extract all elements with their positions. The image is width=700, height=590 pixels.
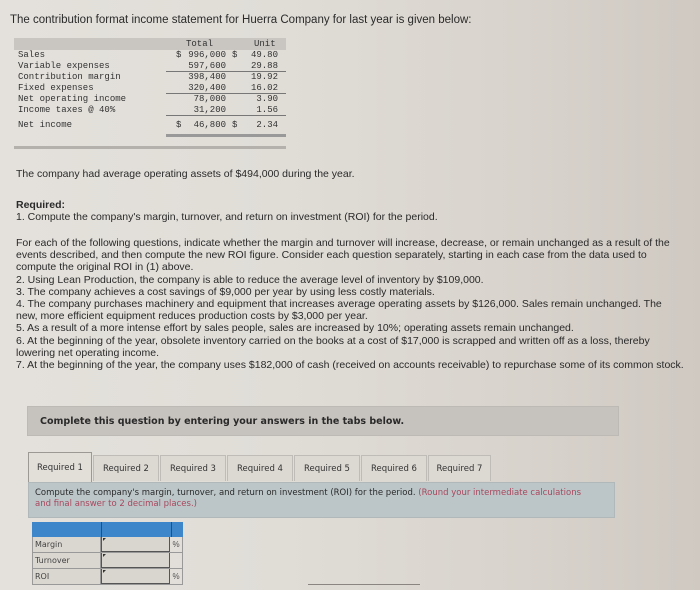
intro-text: The contribution format income statement for Huerra Company for last year is given below: xyxy=(10,14,472,26)
question-2: 2. Using Lean Production, the company is able to reduce the average level of inventory by $109,000. xyxy=(16,273,484,286)
table-bottom-border xyxy=(14,146,286,149)
assets-text: The company had average operating assets of $494,000 during the year. xyxy=(16,168,355,180)
statement-row-fixed-expenses xyxy=(14,83,286,94)
row-label: Contribution margin xyxy=(18,72,121,82)
row-label: Net operating income xyxy=(18,94,127,104)
row-label: Sales xyxy=(18,50,46,60)
question-3: 3. The company achieves a cost savings of $9,000 per year by using less costly materials. xyxy=(16,285,435,298)
header-cell xyxy=(32,522,102,537)
unit-value: 2.34 xyxy=(256,120,278,130)
answer-row-turnover xyxy=(32,553,183,569)
income-statement-table xyxy=(14,38,286,130)
unit-value: 19.92 xyxy=(250,72,278,82)
margin-input[interactable] xyxy=(101,537,171,552)
tab-required-4[interactable]: Required 4 xyxy=(227,455,293,481)
percent-unit: % xyxy=(170,569,183,584)
row-label: Fixed expenses xyxy=(18,82,94,93)
required-heading: Required: xyxy=(16,199,66,211)
prompt-text: Compute the company's margin, turnover, and return on investment (ROI) for the period. xyxy=(35,488,416,498)
statement-row-variable-expenses xyxy=(14,61,286,72)
total-value: 996,000 xyxy=(188,50,226,60)
questions-section xyxy=(16,237,686,371)
turnover-label: Turnover xyxy=(32,553,101,568)
answer-row-margin xyxy=(32,537,183,553)
header-unit: Unit xyxy=(254,39,276,49)
total-value: 597,600 xyxy=(188,60,226,71)
dollar-sign: $ xyxy=(232,120,238,130)
dollar-sign: $ xyxy=(176,120,182,130)
prompt-box xyxy=(28,482,615,518)
total-value: 78,000 xyxy=(193,94,226,104)
divider xyxy=(166,115,286,116)
required-item-1: 1. Compute the company's margin, turnover, and return on investment (ROI) for the period. xyxy=(16,211,438,224)
question-4: 4. The company purchases machinery and equipment that increases average operating assets by $126,000. Sales remain unchanged. The new, more efficient equipment reduces production costs by $3,000 per year. xyxy=(16,298,662,323)
unit-value: 1.56 xyxy=(256,104,278,115)
tab-required-3[interactable]: Required 3 xyxy=(160,455,226,481)
tab-required-7[interactable]: Required 7 xyxy=(428,455,491,481)
tab-required-1[interactable]: Required 1 xyxy=(28,452,92,482)
header-total: Total xyxy=(186,39,214,49)
answer-row-roi xyxy=(32,569,183,585)
required-section xyxy=(16,199,438,223)
header-cell xyxy=(172,522,183,537)
dollar-sign: $ xyxy=(176,50,182,60)
statement-row-net-income xyxy=(14,118,286,130)
statement-row-net-operating-income xyxy=(14,94,286,105)
total-value: 398,400 xyxy=(188,72,226,82)
unit-cell xyxy=(170,553,183,568)
question-5: 5. As a result of a more intense effort by sales people, sales are increased by 10%; operating assets remain unchanged. xyxy=(16,322,574,335)
instruction-text: Complete this question by entering your answers in the tabs below. xyxy=(40,416,405,427)
required-tabs xyxy=(28,452,492,482)
turnover-input[interactable] xyxy=(101,553,171,568)
divider xyxy=(308,584,420,585)
unit-value: 29.88 xyxy=(250,60,278,71)
question-6: 6. At the beginning of the year, obsolete inventory carried on the books at a cost of $17,000 is scrapped and written off as a loss, thereby lowering net operating income. xyxy=(16,334,650,359)
roi-input[interactable] xyxy=(101,569,171,584)
row-label: Net income xyxy=(18,120,73,130)
unit-value: 49.80 xyxy=(250,50,278,60)
tab-required-2[interactable]: Required 2 xyxy=(93,455,159,481)
row-label: Variable expenses xyxy=(18,60,110,71)
instruction-box xyxy=(27,406,619,436)
tab-required-5[interactable]: Required 5 xyxy=(294,455,360,481)
statement-row-sales xyxy=(14,50,286,61)
double-underline xyxy=(166,134,286,137)
total-value: 320,400 xyxy=(188,82,226,93)
dollar-sign: $ xyxy=(232,50,238,60)
question-7: 7. At the beginning of the year, the company uses $182,000 of cash (received on accounts receivable) to repurchase some of its common stock. xyxy=(16,359,684,372)
margin-label: Margin xyxy=(32,537,101,552)
percent-unit: % xyxy=(170,537,183,552)
row-label: Income taxes @ 40% xyxy=(18,104,116,115)
prompt-rounding-note: (Round your intermediate calculations and final answer to 2 decimal places.) xyxy=(35,488,582,509)
unit-value: 16.02 xyxy=(250,82,278,93)
unit-value: 3.90 xyxy=(256,94,278,104)
total-value: 46,800 xyxy=(193,120,226,130)
answer-table xyxy=(32,522,183,585)
header-cell xyxy=(102,522,172,537)
statement-row-contribution-margin xyxy=(14,72,286,83)
total-value: 31,200 xyxy=(193,104,226,115)
answer-table-header xyxy=(32,522,183,537)
tab-required-6[interactable]: Required 6 xyxy=(361,455,427,481)
questions-preamble: For each of the following questions, indicate whether the margin and turnover will increase, decrease, or remain unchanged as a result of the events described, and then compute the new ROI figure. Consider each question separately, starting in each case from the data used to compute the original ROI in (1) above. xyxy=(16,237,670,274)
income-statement-header xyxy=(14,38,286,50)
roi-label: ROI xyxy=(32,569,101,584)
statement-row-income-taxes xyxy=(14,105,286,116)
